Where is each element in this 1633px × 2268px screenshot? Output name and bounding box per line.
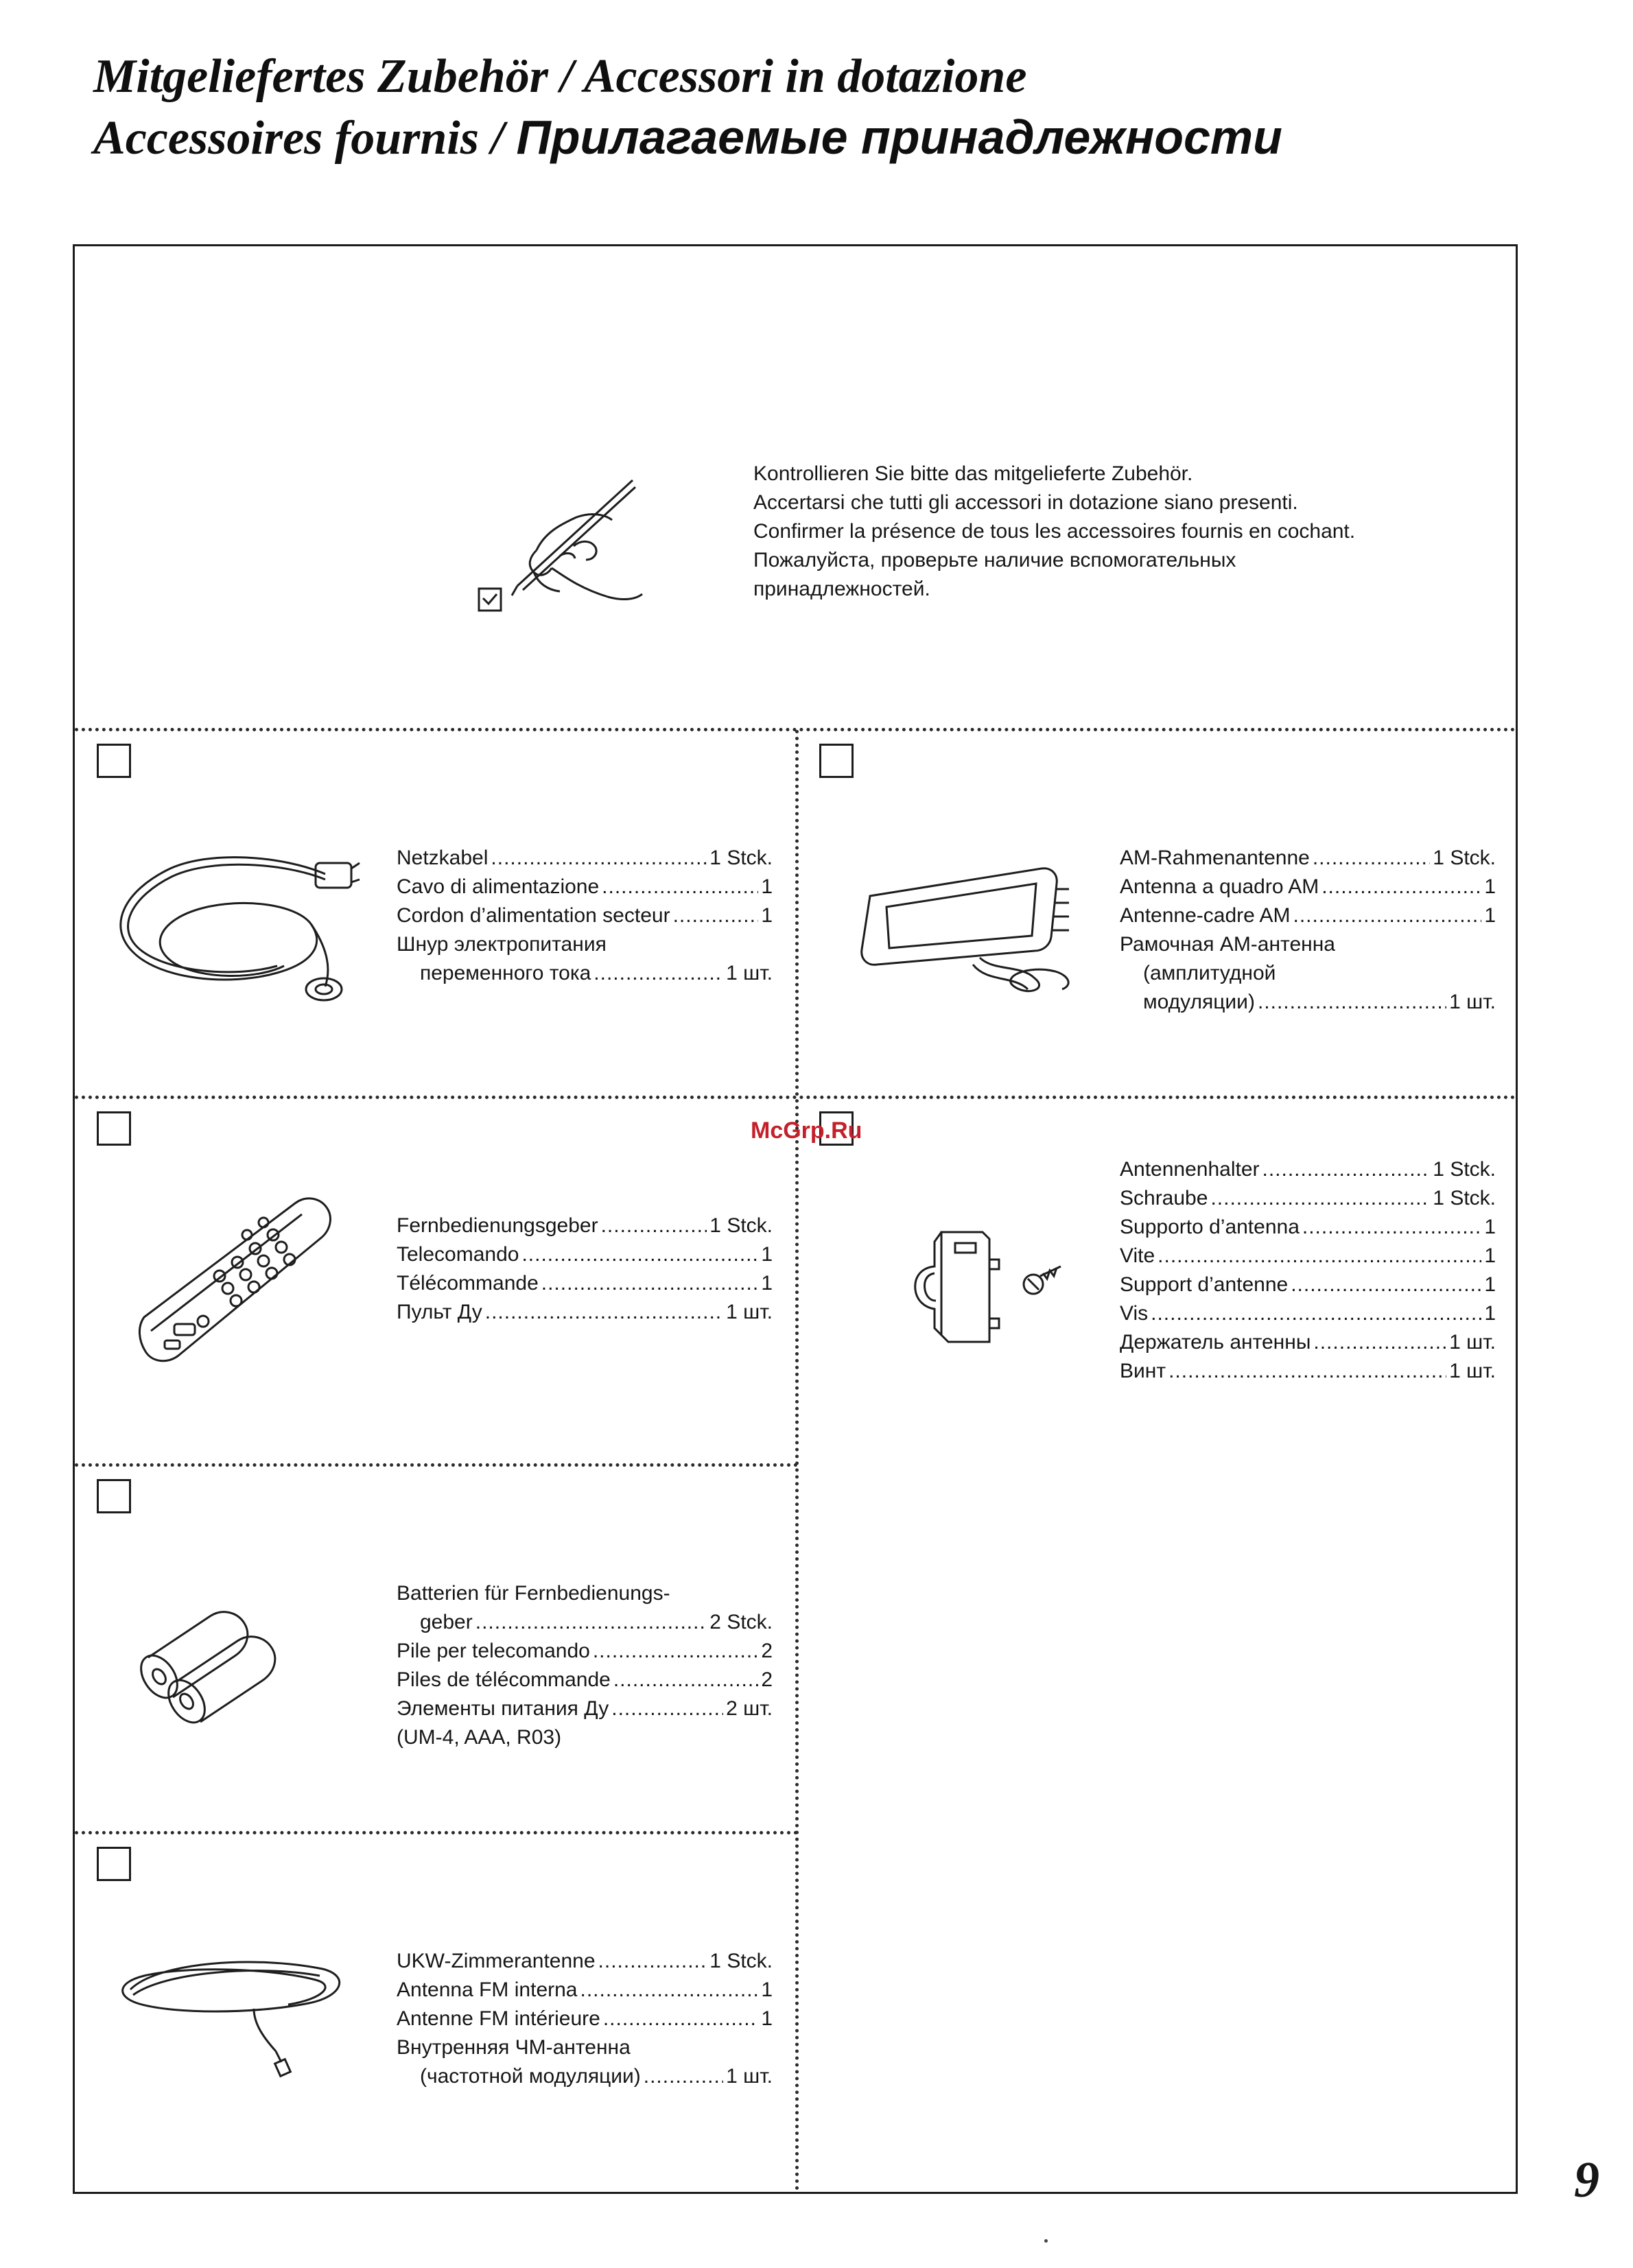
item-quantity: 1 — [1484, 1302, 1496, 1325]
divider-column — [795, 730, 799, 2191]
item-label: Telecomando — [397, 1243, 519, 1266]
remote-list — [397, 1212, 773, 1327]
checkbox-batteries[interactable] — [97, 1479, 131, 1513]
page-number: 9 — [1574, 2152, 1599, 2208]
list-item — [397, 844, 773, 873]
item-label: Supporto d’antenna — [1120, 1216, 1300, 1238]
item-label: Элементы питания Ду — [397, 1697, 609, 1720]
leader-dots — [1313, 1328, 1446, 1357]
power-cord-list — [397, 844, 773, 988]
leader-dots — [475, 1608, 707, 1637]
leader-dots — [541, 1269, 759, 1298]
list-item — [1120, 1213, 1496, 1242]
fm-antenna-illustration — [117, 1948, 350, 2086]
remote-control-illustration — [137, 1194, 343, 1372]
item-label: (амплитудной — [1143, 962, 1276, 984]
leader-dots — [1302, 1213, 1481, 1242]
item-label: (UM-4, AAA, R03) — [397, 1726, 562, 1749]
item-label: Support d’antenne — [1120, 1273, 1289, 1296]
item-label: Винт — [1120, 1360, 1166, 1382]
leader-dots — [491, 844, 707, 873]
leader-dots — [673, 901, 759, 930]
item-quantity: 1 шт. — [726, 1301, 773, 1323]
item-quantity: 1 — [1484, 904, 1496, 927]
item-quantity: 1 — [1484, 1216, 1496, 1238]
list-item — [397, 1240, 773, 1269]
item-label: UKW-Zimmerantenne — [397, 1950, 596, 1972]
item-label: Antenne-cadre AM — [1120, 904, 1291, 927]
item-quantity: 2 — [761, 1668, 773, 1691]
item-label: Schraube — [1120, 1187, 1208, 1209]
item-quantity: 1 — [761, 875, 773, 898]
list-item — [1120, 1242, 1496, 1271]
list-item — [1120, 873, 1496, 901]
item-label: Pile per telecomando — [397, 1640, 590, 1662]
leader-dots — [485, 1298, 723, 1327]
list-item — [1120, 1357, 1496, 1386]
list-item — [1120, 1271, 1496, 1299]
leader-dots — [1321, 873, 1481, 901]
batteries-list — [397, 1579, 773, 1752]
list-item — [397, 1608, 773, 1637]
item-label: переменного тока — [420, 962, 591, 984]
leader-dots — [601, 1212, 707, 1240]
leader-dots — [594, 959, 723, 988]
page-title — [93, 47, 1282, 169]
list-item — [1120, 1184, 1496, 1213]
batteries-illustration — [134, 1596, 292, 1712]
print-speck — [1044, 2239, 1048, 2243]
item-quantity: 1 Stck. — [709, 1950, 773, 1972]
list-item — [397, 1947, 773, 1976]
item-label: geber — [420, 1611, 473, 1633]
list-item — [397, 1666, 773, 1694]
item-label: AM-Rahmenantenne — [1120, 847, 1310, 869]
item-quantity: 1 — [761, 1978, 773, 2001]
item-quantity: 2 шт. — [726, 1697, 773, 1720]
leader-dots — [598, 1947, 707, 1976]
list-item — [397, 2005, 773, 2033]
am-loop-antenna-illustration — [856, 862, 1083, 999]
leader-dots — [603, 2005, 758, 2033]
item-quantity: 1 — [1484, 1273, 1496, 1296]
item-quantity: 1 Stck. — [1433, 1158, 1496, 1181]
item-label: Держатель антенны — [1120, 1331, 1311, 1354]
item-quantity: 2 — [761, 1640, 773, 1662]
checkbox-am-antenna[interactable] — [819, 744, 854, 778]
intro-line-ru-2: принадлежностей. — [753, 578, 930, 600]
leader-dots — [1262, 1155, 1431, 1184]
item-label: Cavo di alimentazione — [397, 875, 600, 898]
item-quantity: 1 Stck. — [709, 847, 773, 869]
item-label: модуляции) — [1143, 991, 1255, 1013]
list-item — [397, 2062, 773, 2091]
title-line-2-cyrillic: Прилагаемые принадлежности — [516, 110, 1282, 164]
item-quantity: 1 шт. — [726, 2065, 773, 2088]
antenna-holder-list — [1120, 1155, 1496, 1386]
list-item — [397, 901, 773, 930]
item-label: Antenna FM interna — [397, 1978, 578, 2001]
item-quantity: 1 — [1484, 1244, 1496, 1267]
item-label: Antenna a quadro AM — [1120, 875, 1319, 898]
item-quantity: 1 шт. — [1449, 1360, 1496, 1382]
intro-line-ru-1: Пожалуйста, проверьте наличие вспомогательных — [753, 549, 1236, 571]
power-cord-illustration — [106, 842, 360, 1007]
leader-dots — [580, 1976, 758, 2005]
fm-antenna-list — [397, 1947, 773, 2091]
antenna-holder-screw-illustration — [893, 1218, 1072, 1356]
item-label: Внутренняя ЧМ-антенна — [397, 2036, 631, 2059]
leader-dots — [1293, 901, 1481, 930]
item-quantity: 1 — [761, 1272, 773, 1295]
leader-dots — [1158, 1242, 1481, 1271]
item-label: Fernbedienungsgeber — [397, 1214, 598, 1237]
checkbox-remote[interactable] — [97, 1111, 131, 1146]
intro-line-it: Accertarsi che tutti gli accessori in dotazione siano presenti. — [753, 491, 1298, 514]
item-quantity: 1 — [761, 1243, 773, 1266]
item-label: Télécommande — [397, 1272, 539, 1295]
list-item — [1120, 844, 1496, 873]
list-item — [397, 873, 773, 901]
list-item — [1120, 988, 1496, 1017]
list-item — [397, 1212, 773, 1240]
list-item — [397, 1976, 773, 2005]
item-quantity: 1 — [761, 2007, 773, 2030]
leader-dots — [602, 873, 758, 901]
leader-dots — [593, 1637, 758, 1666]
checkbox-power-cord[interactable] — [97, 744, 131, 778]
title-line-2-latin: Accessoires fournis / — [93, 112, 517, 165]
item-quantity: 1 — [761, 904, 773, 927]
item-quantity: 1 — [1484, 875, 1496, 898]
divider-row-3 — [75, 1463, 798, 1467]
leader-dots — [1258, 988, 1446, 1017]
item-label: Vis — [1120, 1302, 1149, 1325]
item-label: Batterien für Fernbedienungs- — [397, 1582, 670, 1605]
leader-dots — [1291, 1271, 1481, 1299]
leader-dots — [1151, 1299, 1481, 1328]
leader-dots — [644, 2062, 723, 2091]
intro-line-de: Kontrollieren Sie bitte das mitgelieferte Zubehör. — [753, 462, 1193, 485]
item-label: Netzkabel — [397, 847, 489, 869]
list-item — [1120, 1155, 1496, 1184]
item-quantity: 1 Stck. — [1433, 1187, 1496, 1209]
leader-dots — [521, 1240, 758, 1269]
list-item — [397, 1637, 773, 1666]
list-item — [397, 1694, 773, 1723]
watermark: McGrp.Ru — [751, 1118, 862, 1144]
item-quantity: 1 шт. — [726, 962, 773, 984]
item-quantity: 1 Stck. — [709, 1214, 773, 1237]
item-label: Cordon d’alimentation secteur — [397, 904, 670, 927]
hand-pen-checkmark-illustration — [471, 473, 649, 624]
item-label: Vite — [1120, 1244, 1155, 1267]
item-quantity: 1 шт. — [1449, 991, 1496, 1013]
list-item — [1120, 901, 1496, 930]
intro-line-fr: Confirmer la présence de tous les accessoires fournis en cochant. — [753, 520, 1356, 543]
leader-dots — [1313, 844, 1430, 873]
am-antenna-list — [1120, 844, 1496, 1017]
item-label: Antenne FM intérieure — [397, 2007, 600, 2030]
item-quantity: 2 Stck. — [709, 1611, 773, 1633]
divider-row-4 — [75, 1831, 798, 1834]
item-label: (частотной модуляции) — [420, 2065, 641, 2088]
item-label: Piles de télécommande — [397, 1668, 611, 1691]
list-item — [1120, 1299, 1496, 1328]
title-line-2 — [93, 107, 1282, 169]
item-quantity: 1 шт. — [1449, 1331, 1496, 1354]
leader-dots — [613, 1666, 758, 1694]
list-item — [397, 959, 773, 988]
item-label: Пульт Ду — [397, 1301, 482, 1323]
leader-dots — [1168, 1357, 1446, 1386]
title-line-1: Mitgeliefertes Zubehör / Accessori in dotazione — [93, 50, 1027, 103]
list-item — [397, 1298, 773, 1327]
list-item — [397, 1269, 773, 1298]
item-quantity: 1 Stck. — [1433, 847, 1496, 869]
item-label: Antennenhalter — [1120, 1158, 1260, 1181]
item-label: Рамочная AM-антенна — [1120, 933, 1335, 956]
leader-dots — [1210, 1184, 1430, 1213]
list-item — [1120, 1328, 1496, 1357]
checkbox-fm-antenna[interactable] — [97, 1847, 131, 1881]
leader-dots — [611, 1694, 723, 1723]
item-label: Шнур электропитания — [397, 933, 607, 956]
intro-instructions — [753, 460, 1355, 604]
